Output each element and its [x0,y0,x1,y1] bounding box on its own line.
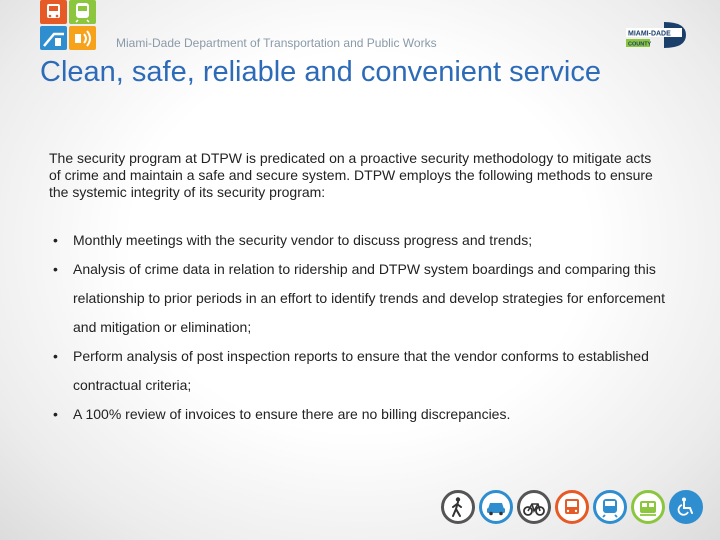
bullet-text: A 100% review of invoices to ensure there are no billing discrepancies. [73,406,511,422]
department-name: Miami-Dade Department of Transportation and Public Works [116,36,437,50]
bus-icon [555,490,589,524]
bicycle-icon [517,490,551,524]
bullet-text: Perform analysis of post inspection reports to ensure that the vendor conforms to established contractual criteria; [73,348,649,393]
bullet-marker: • [53,261,58,277]
list-item [49,342,669,400]
intro-paragraph: The security program at DTPW is predicated on a proactive security methodology to mitigate acts of crime and maintain a safe and secure system. DTPW employs the following methods to ensure the systemic integrity of its security program: [49,150,653,200]
logo-text-bottom: COUNTY [628,41,652,48]
train-icon [69,0,96,24]
transport-mode-icons [441,490,703,524]
bullet-list [49,226,669,429]
metromover-icon [631,490,665,524]
bullet-text: Analysis of crime data in relation to ridership and DTPW system boardings and comparing this relationship to prior periods in an effort to identify trends and develop strategies for enforcement and mitigation or elimination; [73,261,665,335]
list-item [49,255,669,342]
pedestrian-icon [441,490,475,524]
bullet-text: Monthly meetings with the security vendor to discuss progress and trends; [73,232,533,248]
wheelchair-icon [669,490,703,524]
metrorail-icon [593,490,627,524]
miami-dade-county-logo [622,20,688,50]
bullet-marker: • [53,348,58,364]
list-item [49,226,669,255]
list-item [49,400,669,429]
wifi-icon [69,26,96,50]
transit-signal-icon [40,26,67,50]
bullet-marker: • [53,232,58,248]
car-icon [479,490,513,524]
logo-text-top: MIAMI-DADE [628,30,671,38]
dtpw-logo-tiles [40,0,100,52]
slide-title: Clean, safe, reliable and convenient service [40,56,601,88]
bus-icon [40,0,67,24]
bullet-marker: • [53,406,58,422]
